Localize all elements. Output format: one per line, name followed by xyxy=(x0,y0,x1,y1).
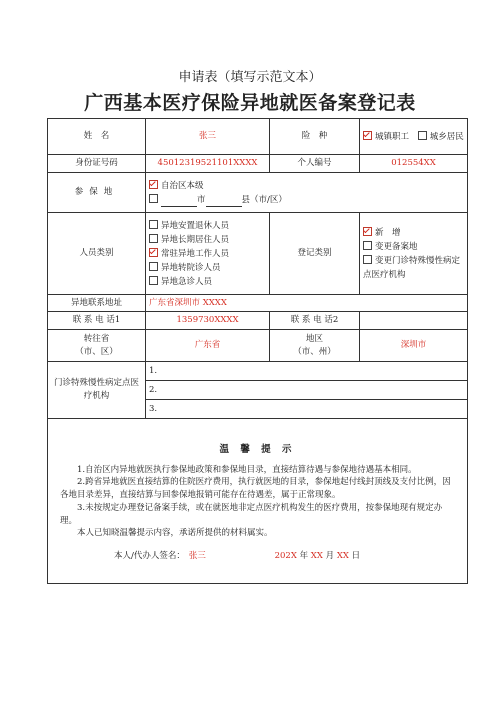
row-clinic-1 xyxy=(48,362,468,381)
checkbox-icon[interactable] xyxy=(149,276,158,285)
form-title: 广西基本医疗保险异地就医备案登记表 xyxy=(84,92,416,114)
city-label: 市 xyxy=(197,194,206,205)
insurance-option-label: 城乡居民 xyxy=(429,131,464,142)
notice-item-2: 2.跨省异地就医直接结算的住院医疗费用，执行就医地的目录，参保地起付线封顶线及支付比例，因各地目录差异，直接结算与回参保地报销可能存在待遇差，属于正常现象。 xyxy=(60,477,451,500)
category-option-label: 异地急诊人员 xyxy=(161,276,213,287)
row-address xyxy=(48,295,468,312)
checkbox-icon[interactable] xyxy=(149,194,158,203)
checkbox-checked-icon[interactable] xyxy=(363,131,372,140)
county-label: 县（市/区） xyxy=(241,194,287,205)
clinic-row-3[interactable]: 3. xyxy=(146,400,468,419)
insured-place-option-label: 自治区本级 xyxy=(161,180,204,191)
province-value[interactable]: 广东省 xyxy=(146,330,270,362)
person-no-value[interactable]: 012554XX xyxy=(360,155,468,173)
row-id xyxy=(48,155,468,173)
category-option-label: 异地长期居住人员 xyxy=(161,234,230,245)
reg-type-option-label: 变更备案地 xyxy=(375,241,418,252)
insurance-label: 险 种 xyxy=(270,119,360,155)
row-insured-place xyxy=(48,173,468,213)
reg-type-option-change-place[interactable] xyxy=(363,240,464,254)
phone1-label: 联 系 电 话1 xyxy=(48,312,146,330)
category-option-label: 异地安置退休人员 xyxy=(161,220,230,231)
date-year: 202X xyxy=(274,551,297,561)
phone2-value[interactable] xyxy=(360,312,468,330)
row-notice xyxy=(48,419,468,584)
phone2-label: 联 系 电 话2 xyxy=(270,312,360,330)
date-month-unit: 月 xyxy=(325,551,335,561)
insurance-option-resident[interactable] xyxy=(418,132,464,142)
checkbox-checked-icon[interactable] xyxy=(363,227,372,236)
row-name xyxy=(48,119,468,155)
date-year-unit: 年 xyxy=(299,551,309,561)
clinic-row-2[interactable]: 2. xyxy=(146,381,468,400)
reg-type-option-label: 新 增 xyxy=(375,227,401,238)
category-option-transfer[interactable] xyxy=(149,261,266,275)
province-label-line1: 转往省 xyxy=(83,333,110,344)
insured-place-label: 参保地 xyxy=(48,173,146,213)
id-label: 身份证号码 xyxy=(48,155,146,173)
clinic-row-1[interactable]: 1. xyxy=(146,362,468,381)
category-option-worker[interactable] xyxy=(149,247,266,261)
row-category xyxy=(48,213,468,295)
reg-type-option-change-clinic[interactable] xyxy=(363,254,464,282)
insurance-option-employee[interactable] xyxy=(363,132,409,142)
insurance-option-label: 城镇职工 xyxy=(375,131,410,142)
clinic-label: 门诊特殊慢性病定点医疗机构 xyxy=(48,362,146,419)
area-label-line2: （市、州） xyxy=(293,346,336,357)
category-option-label: 常驻异地工作人员 xyxy=(161,248,230,259)
reg-type-option-label: 变更门诊特殊慢性病定点医疗机构 xyxy=(363,255,461,280)
row-destination xyxy=(48,330,468,362)
notice-box xyxy=(48,419,468,584)
name-value[interactable]: 张三 xyxy=(146,119,270,155)
province-label xyxy=(48,330,146,362)
date-day: XX xyxy=(336,551,349,561)
person-no-label: 个人编号 xyxy=(270,155,360,173)
date-day-unit: 日 xyxy=(351,551,361,561)
reg-type-label: 登记类别 xyxy=(270,213,360,295)
signature-date[interactable] xyxy=(275,551,361,561)
area-label-line1: 地区 xyxy=(305,333,323,344)
signature-row xyxy=(60,550,455,563)
city-blank[interactable] xyxy=(161,206,197,207)
notice-item-1: 1.自治区内异地就医执行参保地政策和参保地目录，直接结算待遇与参保地待遇基本相同。 xyxy=(77,464,417,475)
insurance-options xyxy=(360,119,468,155)
area-label xyxy=(270,330,360,362)
id-value[interactable]: 45012319521101XXXX xyxy=(146,155,270,173)
checkbox-icon[interactable] xyxy=(149,262,158,271)
category-options xyxy=(146,213,270,295)
signature-value[interactable]: 张三 xyxy=(188,551,206,561)
address-value[interactable]: 广东省深圳市 XXXX xyxy=(146,295,468,312)
notice-declaration: 本人已知晓温馨提示内容，承诺所提供的材料属实。 xyxy=(77,528,273,539)
checkbox-icon[interactable] xyxy=(418,131,427,140)
checkbox-icon[interactable] xyxy=(363,241,372,250)
phone1-value[interactable]: 1359730XXXX xyxy=(146,312,270,330)
name-label: 姓 名 xyxy=(48,119,146,155)
row-phone xyxy=(48,312,468,330)
category-option-emergency[interactable] xyxy=(149,275,266,289)
date-month: XX xyxy=(310,551,323,561)
checkbox-checked-icon[interactable] xyxy=(149,180,158,189)
checkbox-icon[interactable] xyxy=(149,220,158,229)
category-option-retired[interactable] xyxy=(149,219,266,233)
checkbox-checked-icon[interactable] xyxy=(149,248,158,257)
form-subtitle: 申请表（填写示范文本） xyxy=(178,70,322,85)
address-label: 异地联系地址 xyxy=(48,295,146,312)
registration-table xyxy=(47,118,468,584)
county-blank[interactable] xyxy=(206,206,242,207)
notice-title: 温 馨 提 示 xyxy=(219,444,296,456)
category-option-label: 异地转院诊人员 xyxy=(161,262,221,273)
reg-type-options xyxy=(360,213,468,295)
insured-place-option-region[interactable] xyxy=(149,179,464,193)
insured-place-options xyxy=(146,173,468,213)
checkbox-icon[interactable] xyxy=(149,234,158,243)
category-option-long-term[interactable] xyxy=(149,233,266,247)
reg-type-option-new[interactable] xyxy=(363,226,464,240)
signature-label: 本人/代办人签名： xyxy=(114,551,185,561)
province-label-line2: （市、区） xyxy=(75,346,118,357)
notice-item-3: 3.未按规定办理登记备案手续，或在就医地非定点医疗机构发生的医疗费用，按参保地现有规定办理。 xyxy=(60,502,443,526)
insured-place-city-county xyxy=(149,193,464,207)
category-label: 人员类别 xyxy=(48,213,146,295)
area-value[interactable]: 深圳市 xyxy=(360,330,468,362)
checkbox-icon[interactable] xyxy=(363,255,372,264)
